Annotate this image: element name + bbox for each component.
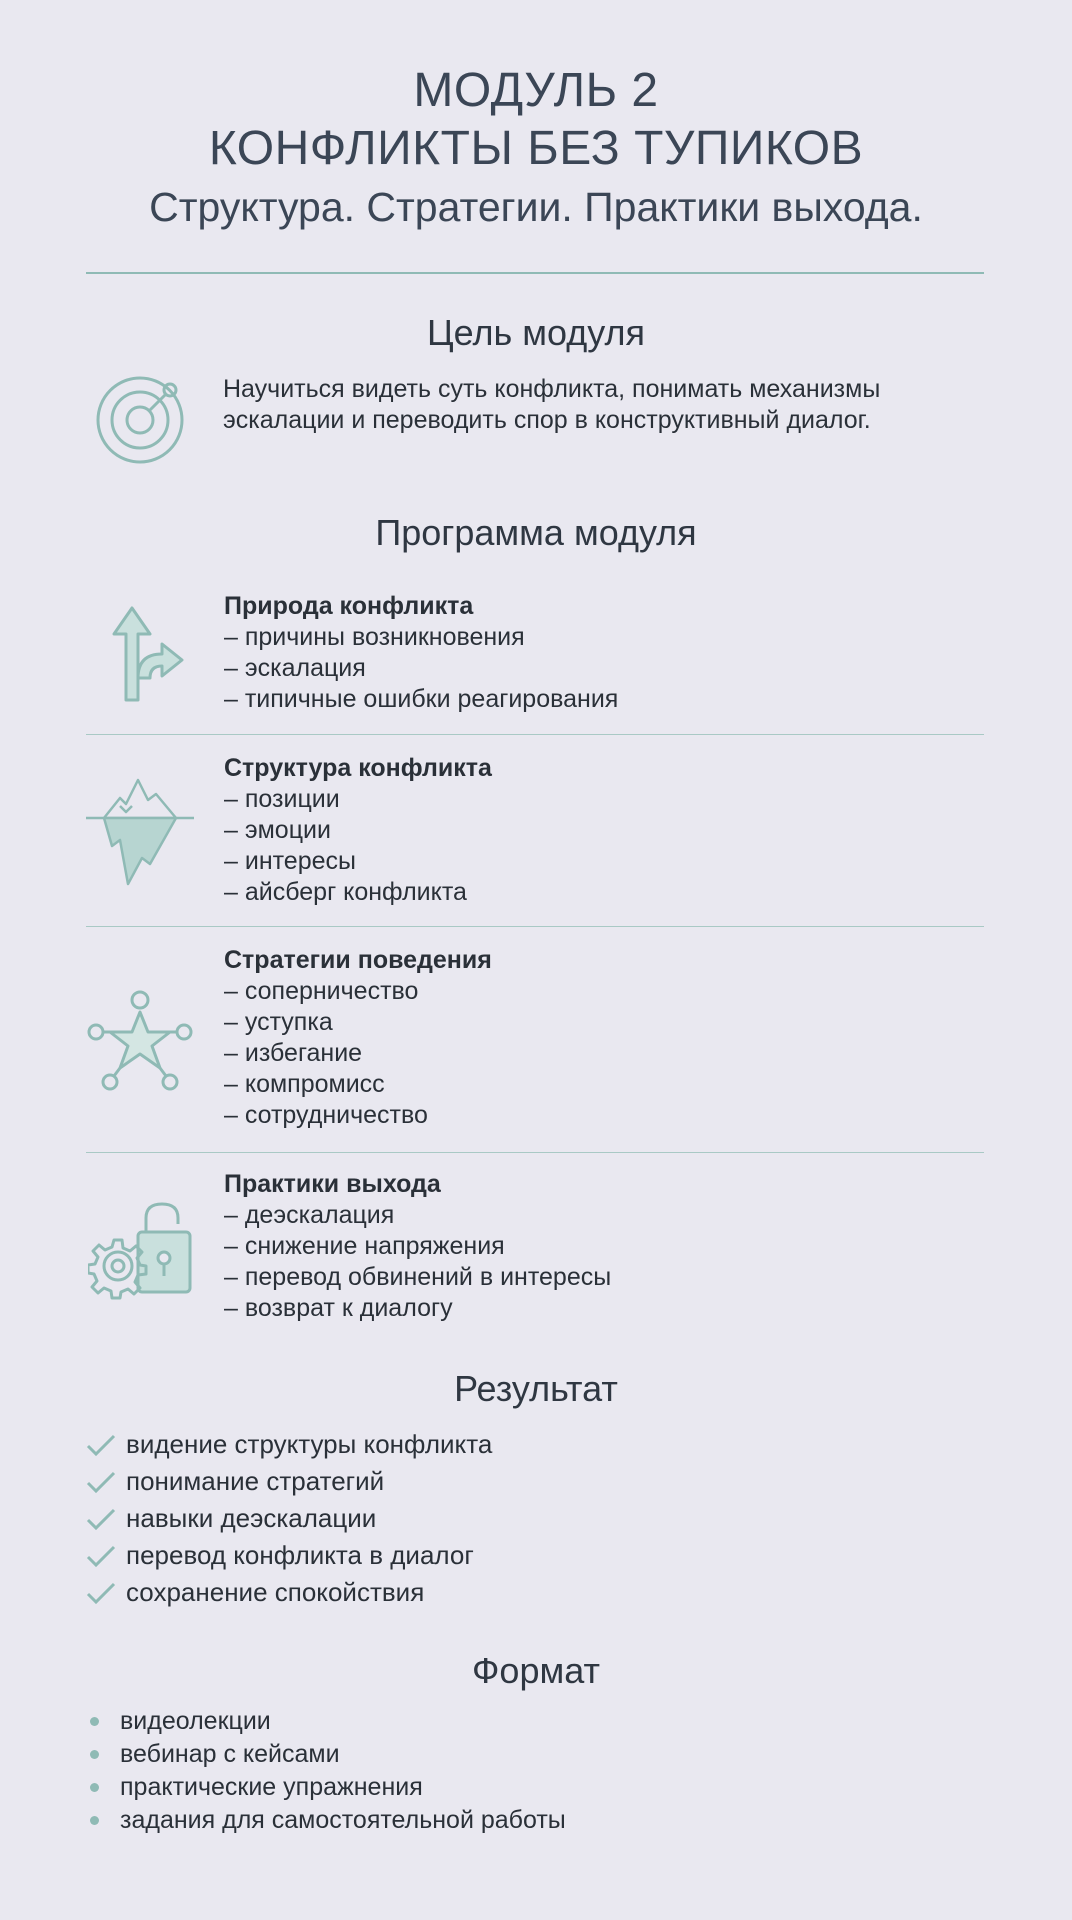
list-item: – компромисс	[224, 1070, 385, 1098]
target-icon	[94, 372, 190, 473]
star-network-icon	[86, 988, 194, 1097]
list-item: – эскалация	[224, 654, 366, 682]
program-block-practices	[224, 1168, 611, 1324]
bullet-icon	[90, 1750, 99, 1759]
block-title: Структура конфликта	[224, 754, 492, 782]
list-item: – соперничество	[224, 977, 419, 1005]
bullet-icon	[90, 1783, 99, 1792]
format-item	[88, 1705, 566, 1738]
result-list	[86, 1426, 492, 1611]
format-item	[88, 1738, 566, 1771]
checkmark-icon	[86, 1541, 126, 1571]
checkmark-icon	[86, 1430, 126, 1460]
split-arrow-icon	[108, 604, 188, 709]
result-item-label: навыки деэскалации	[126, 1503, 377, 1533]
result-item-label: перевод конфликта в диалог	[126, 1540, 474, 1570]
result-title: Результат	[454, 1368, 618, 1409]
format-item-label: практические упражнения	[120, 1773, 423, 1801]
format-list	[88, 1705, 566, 1837]
list-item: – айсберг конфликта	[224, 878, 467, 906]
list-item: – уступка	[224, 1008, 333, 1036]
block-divider	[86, 734, 984, 735]
format-item	[88, 1804, 566, 1837]
program-title: Программа модуля	[375, 512, 697, 553]
page-title: КОНФЛИКТЫ БЕЗ ТУПИКОВ	[208, 122, 864, 175]
list-item: – снижение напряжения	[224, 1232, 505, 1260]
header-divider	[86, 272, 984, 274]
format-item-label: видеолекции	[120, 1707, 271, 1735]
format-title: Формат	[472, 1650, 600, 1691]
list-item: – избегание	[224, 1039, 363, 1067]
program-block-strategies	[224, 944, 492, 1131]
bullet-icon	[90, 1816, 99, 1825]
result-item	[86, 1574, 492, 1611]
list-item: – перевод обвинений в интересы	[224, 1263, 612, 1291]
list-item: – деэскалация	[224, 1201, 395, 1229]
checkmark-icon	[86, 1467, 126, 1497]
block-title: Практики выхода	[224, 1170, 441, 1198]
format-item-label: задания для самостоятельной работы	[120, 1806, 566, 1834]
block-title: Природа конфликта	[224, 592, 474, 620]
list-item: – интересы	[224, 847, 356, 875]
checkmark-icon	[86, 1578, 126, 1608]
iceberg-icon	[86, 776, 194, 891]
format-item-label: вебинар с кейсами	[120, 1740, 340, 1768]
goal-text: Научиться видеть суть конфликта, понимать механизмы эскалации и переводить спор в конструктивный диалог.	[223, 375, 881, 434]
block-title: Стратегии поведения	[224, 946, 492, 974]
program-block-nature	[224, 590, 618, 715]
goal-title: Цель модуля	[427, 312, 645, 353]
list-item: – причины возникновения	[224, 623, 525, 651]
result-item-label: сохранение спокойствия	[126, 1577, 425, 1607]
result-item	[86, 1500, 492, 1537]
bullet-icon	[90, 1717, 99, 1726]
result-item	[86, 1537, 492, 1574]
page-subtitle: Структура. Стратегии. Практики выхода.	[149, 184, 923, 230]
module-number: МОДУЛЬ 2	[413, 64, 659, 117]
program-block-structure	[224, 752, 492, 908]
list-item: – возврат к диалогу	[224, 1294, 453, 1322]
checkmark-icon	[86, 1504, 126, 1534]
list-item: – сотрудничество	[224, 1101, 428, 1129]
page-header	[0, 62, 1072, 234]
gear-unlock-icon	[88, 1200, 194, 1305]
list-item: – эмоции	[224, 816, 331, 844]
list-item: – позиции	[224, 785, 340, 813]
result-item-label: видение структуры конфликта	[126, 1429, 493, 1459]
result-item	[86, 1426, 492, 1463]
result-item-label: понимание стратегий	[126, 1466, 385, 1496]
format-item	[88, 1771, 566, 1804]
list-item: – типичные ошибки реагирования	[224, 685, 619, 713]
block-divider	[86, 926, 984, 927]
block-divider	[86, 1152, 984, 1153]
result-item	[86, 1463, 492, 1500]
